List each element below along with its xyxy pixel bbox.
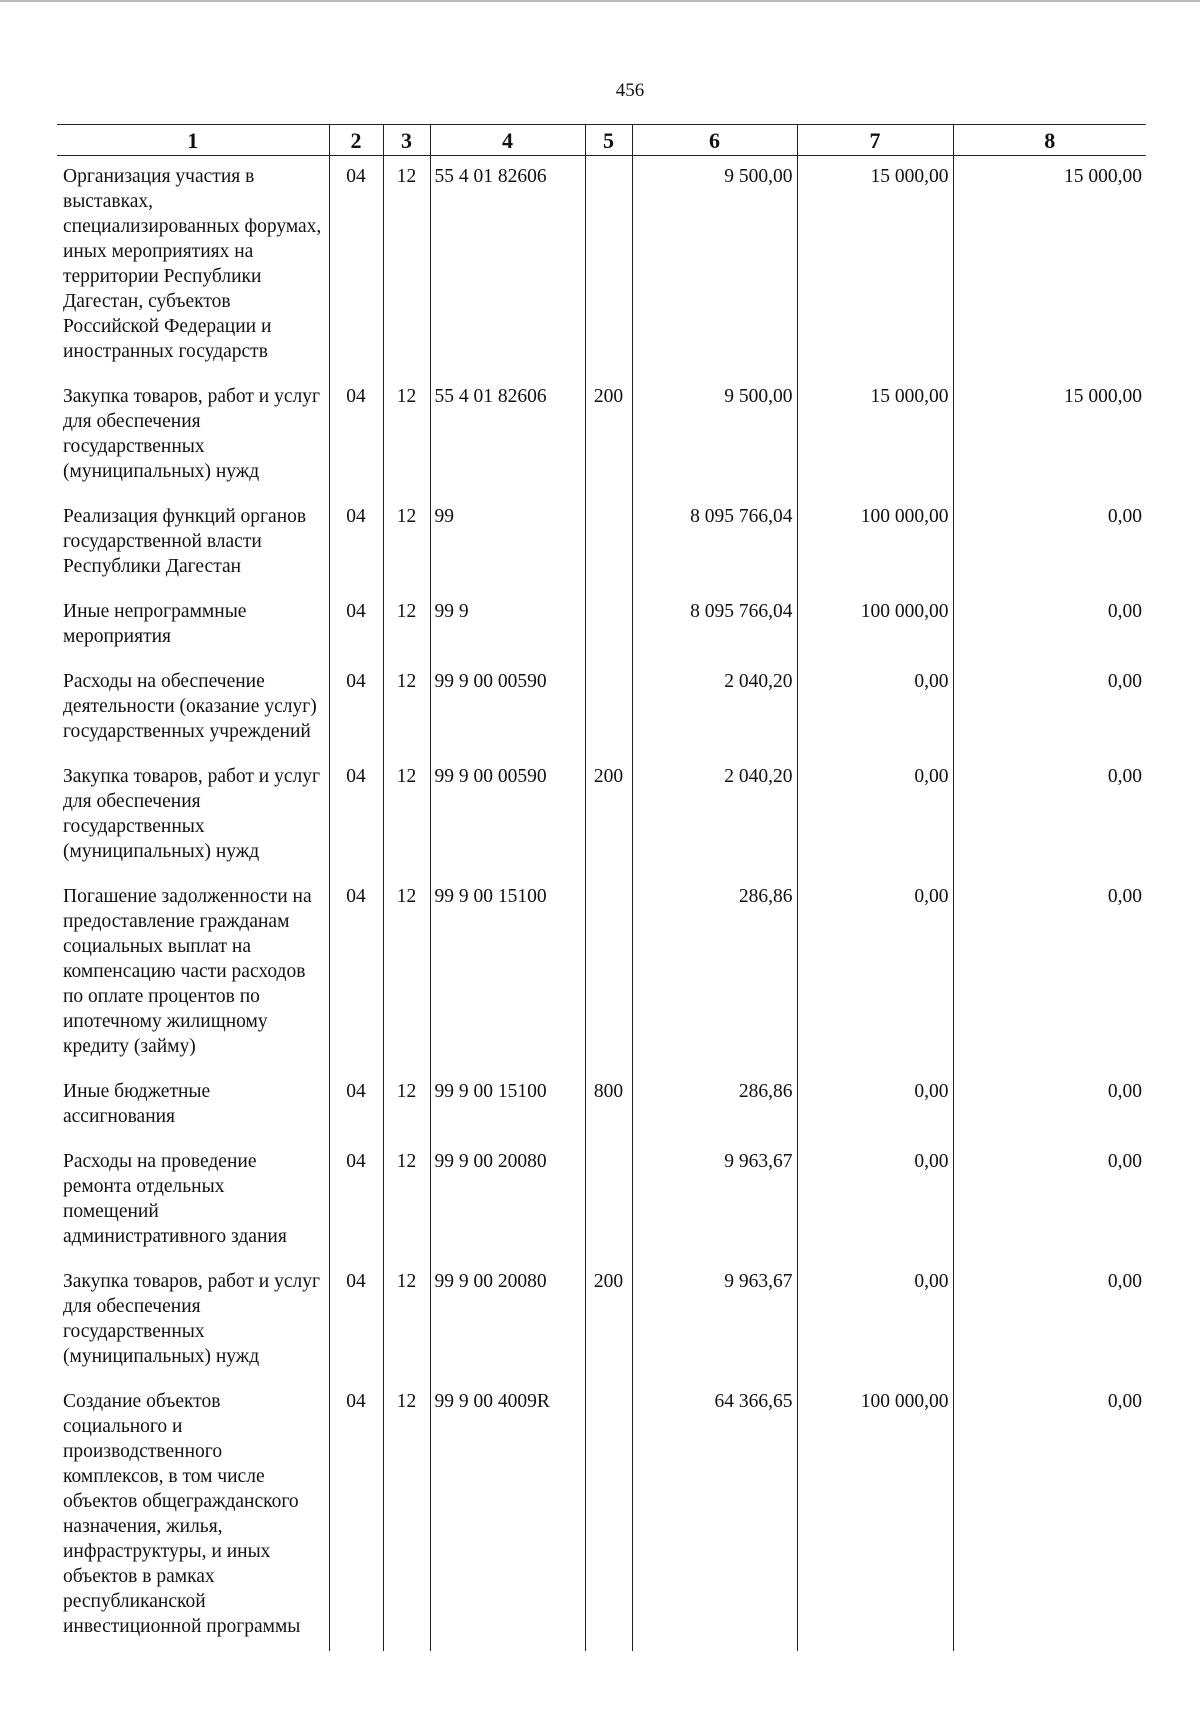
amount-col-8: 0,00 (953, 876, 1146, 1071)
subsection-code: 12 (383, 376, 430, 496)
subsection-code: 12 (383, 496, 430, 591)
section-code: 04 (329, 376, 383, 496)
expense-type-code: 800 (585, 1071, 632, 1141)
table-row (57, 661, 1146, 756)
amount-col-6: 9 500,00 (632, 376, 797, 496)
subsection-code: 12 (383, 1381, 430, 1651)
amount-col-7: 15 000,00 (797, 156, 953, 377)
section-code: 04 (329, 756, 383, 876)
row-description: Закупка товаров, работ и услуг для обеспечения государственных (муниципальных) нужд (63, 1271, 321, 1367)
expense-type-code: 200 (585, 1261, 632, 1381)
target-article-code: 99 9 00 15100 (430, 1071, 585, 1141)
column-header: 2 (329, 125, 383, 156)
column-header: 8 (953, 125, 1146, 156)
row-description: Создание объектов социального и производственного комплексов, в том числе объектов общегражданского назначения, жилья, инфраструктуры, и иных объектов в рамках республиканской инвестиционной программы (63, 1391, 301, 1637)
amount-col-8: 15 000,00 (953, 376, 1146, 496)
amount-col-7: 0,00 (797, 661, 953, 756)
amount-col-8: 0,00 (953, 756, 1146, 876)
target-article-code: 99 9 00 00590 (430, 661, 585, 756)
table-body (57, 156, 1146, 1652)
column-header: 1 (57, 125, 329, 156)
amount-col-6: 9 963,67 (632, 1261, 797, 1381)
scan-edge-rule (0, 0, 1200, 2)
amount-col-6: 9 500,00 (632, 156, 797, 377)
row-description: Иные непрограммные мероприятия (63, 601, 247, 647)
expense-type-code: 200 (585, 756, 632, 876)
expense-type-code: 200 (585, 376, 632, 496)
section-code: 04 (329, 496, 383, 591)
row-description: Закупка товаров, работ и услуг для обеспечения государственных (муниципальных) нужд (63, 766, 321, 862)
column-header: 3 (383, 125, 430, 156)
column-header: 7 (797, 125, 953, 156)
target-article-code: 99 9 00 00590 (430, 756, 585, 876)
row-description: Расходы на обеспечение деятельности (оказание услуг) государственных учреждений (63, 671, 317, 742)
table-row (57, 1261, 1146, 1381)
section-code: 04 (329, 661, 383, 756)
amount-col-6: 286,86 (632, 1071, 797, 1141)
table-header (57, 125, 1146, 156)
section-code: 04 (329, 1261, 383, 1381)
subsection-code: 12 (383, 756, 430, 876)
amount-col-7: 0,00 (797, 1261, 953, 1381)
amount-col-7: 100 000,00 (797, 496, 953, 591)
row-description: Закупка товаров, работ и услуг для обеспечения государственных (муниципальных) нужд (63, 386, 321, 482)
target-article-code: 55 4 01 82606 (430, 376, 585, 496)
section-code: 04 (329, 1381, 383, 1651)
amount-col-8: 15 000,00 (953, 156, 1146, 377)
subsection-code: 12 (383, 1261, 430, 1381)
subsection-code: 12 (383, 1141, 430, 1261)
amount-col-7: 0,00 (797, 1141, 953, 1261)
expense-type-code (585, 876, 632, 1071)
expense-type-code (585, 661, 632, 756)
amount-col-6: 8 095 766,04 (632, 591, 797, 661)
section-code: 04 (329, 1071, 383, 1141)
section-code: 04 (329, 156, 383, 377)
target-article-code: 99 9 (430, 591, 585, 661)
amount-col-7: 15 000,00 (797, 376, 953, 496)
expense-type-code (585, 1141, 632, 1261)
subsection-code: 12 (383, 591, 430, 661)
row-description: Расходы на проведение ремонта отдельных помещений административного здания (63, 1151, 287, 1247)
amount-col-6: 64 366,65 (632, 1381, 797, 1651)
target-article-code: 99 9 00 20080 (430, 1141, 585, 1261)
table-row (57, 376, 1146, 496)
row-description: Организация участия в выставках, специализированных форумах, иных мероприятиях на территории Республики Дагестан, субъектов Российской Федерации и иностранных государств (63, 166, 322, 362)
expense-type-code (585, 496, 632, 591)
page-number: 456 (615, 80, 645, 101)
target-article-code: 99 (430, 496, 585, 591)
column-header: 4 (430, 125, 585, 156)
expense-type-code (585, 591, 632, 661)
table-row (57, 876, 1146, 1071)
amount-col-8: 0,00 (953, 1141, 1146, 1261)
subsection-code: 12 (383, 876, 430, 1071)
section-code: 04 (329, 591, 383, 661)
amount-col-8: 0,00 (953, 591, 1146, 661)
table-row (57, 1141, 1146, 1261)
amount-col-8: 0,00 (953, 661, 1146, 756)
budget-table (57, 124, 1146, 1651)
target-article-code: 99 9 00 15100 (430, 876, 585, 1071)
amount-col-7: 100 000,00 (797, 591, 953, 661)
table-row (57, 591, 1146, 661)
row-description: Реализация функций органов государственной власти Республики Дагестан (63, 506, 307, 577)
amount-col-6: 2 040,20 (632, 756, 797, 876)
amount-col-6: 9 963,67 (632, 1141, 797, 1261)
subsection-code: 12 (383, 661, 430, 756)
target-article-code: 55 4 01 82606 (430, 156, 585, 377)
row-description: Погашение задолженности на предоставление гражданам социальных выплат на компенсацию части расходов по оплате процентов по ипотечному жилищному кредиту (займу) (63, 886, 312, 1057)
amount-col-7: 0,00 (797, 876, 953, 1071)
amount-col-6: 2 040,20 (632, 661, 797, 756)
column-header: 5 (585, 125, 632, 156)
target-article-code: 99 9 00 4009R (430, 1381, 585, 1651)
amount-col-6: 8 095 766,04 (632, 496, 797, 591)
table-row (57, 1381, 1146, 1651)
amount-col-7: 0,00 (797, 1071, 953, 1141)
expense-type-code (585, 156, 632, 377)
amount-col-7: 0,00 (797, 756, 953, 876)
expense-type-code (585, 1381, 632, 1651)
table-row (57, 156, 1146, 377)
table-row (57, 496, 1146, 591)
table-row (57, 1071, 1146, 1141)
amount-col-8: 0,00 (953, 1381, 1146, 1651)
row-description: Иные бюджетные ассигнования (63, 1081, 211, 1127)
section-code: 04 (329, 876, 383, 1071)
amount-col-8: 0,00 (953, 496, 1146, 591)
column-header: 6 (632, 125, 797, 156)
amount-col-7: 100 000,00 (797, 1381, 953, 1651)
section-code: 04 (329, 1141, 383, 1261)
subsection-code: 12 (383, 156, 430, 377)
amount-col-6: 286,86 (632, 876, 797, 1071)
amount-col-8: 0,00 (953, 1071, 1146, 1141)
table-row (57, 756, 1146, 876)
target-article-code: 99 9 00 20080 (430, 1261, 585, 1381)
amount-col-8: 0,00 (953, 1261, 1146, 1381)
subsection-code: 12 (383, 1071, 430, 1141)
